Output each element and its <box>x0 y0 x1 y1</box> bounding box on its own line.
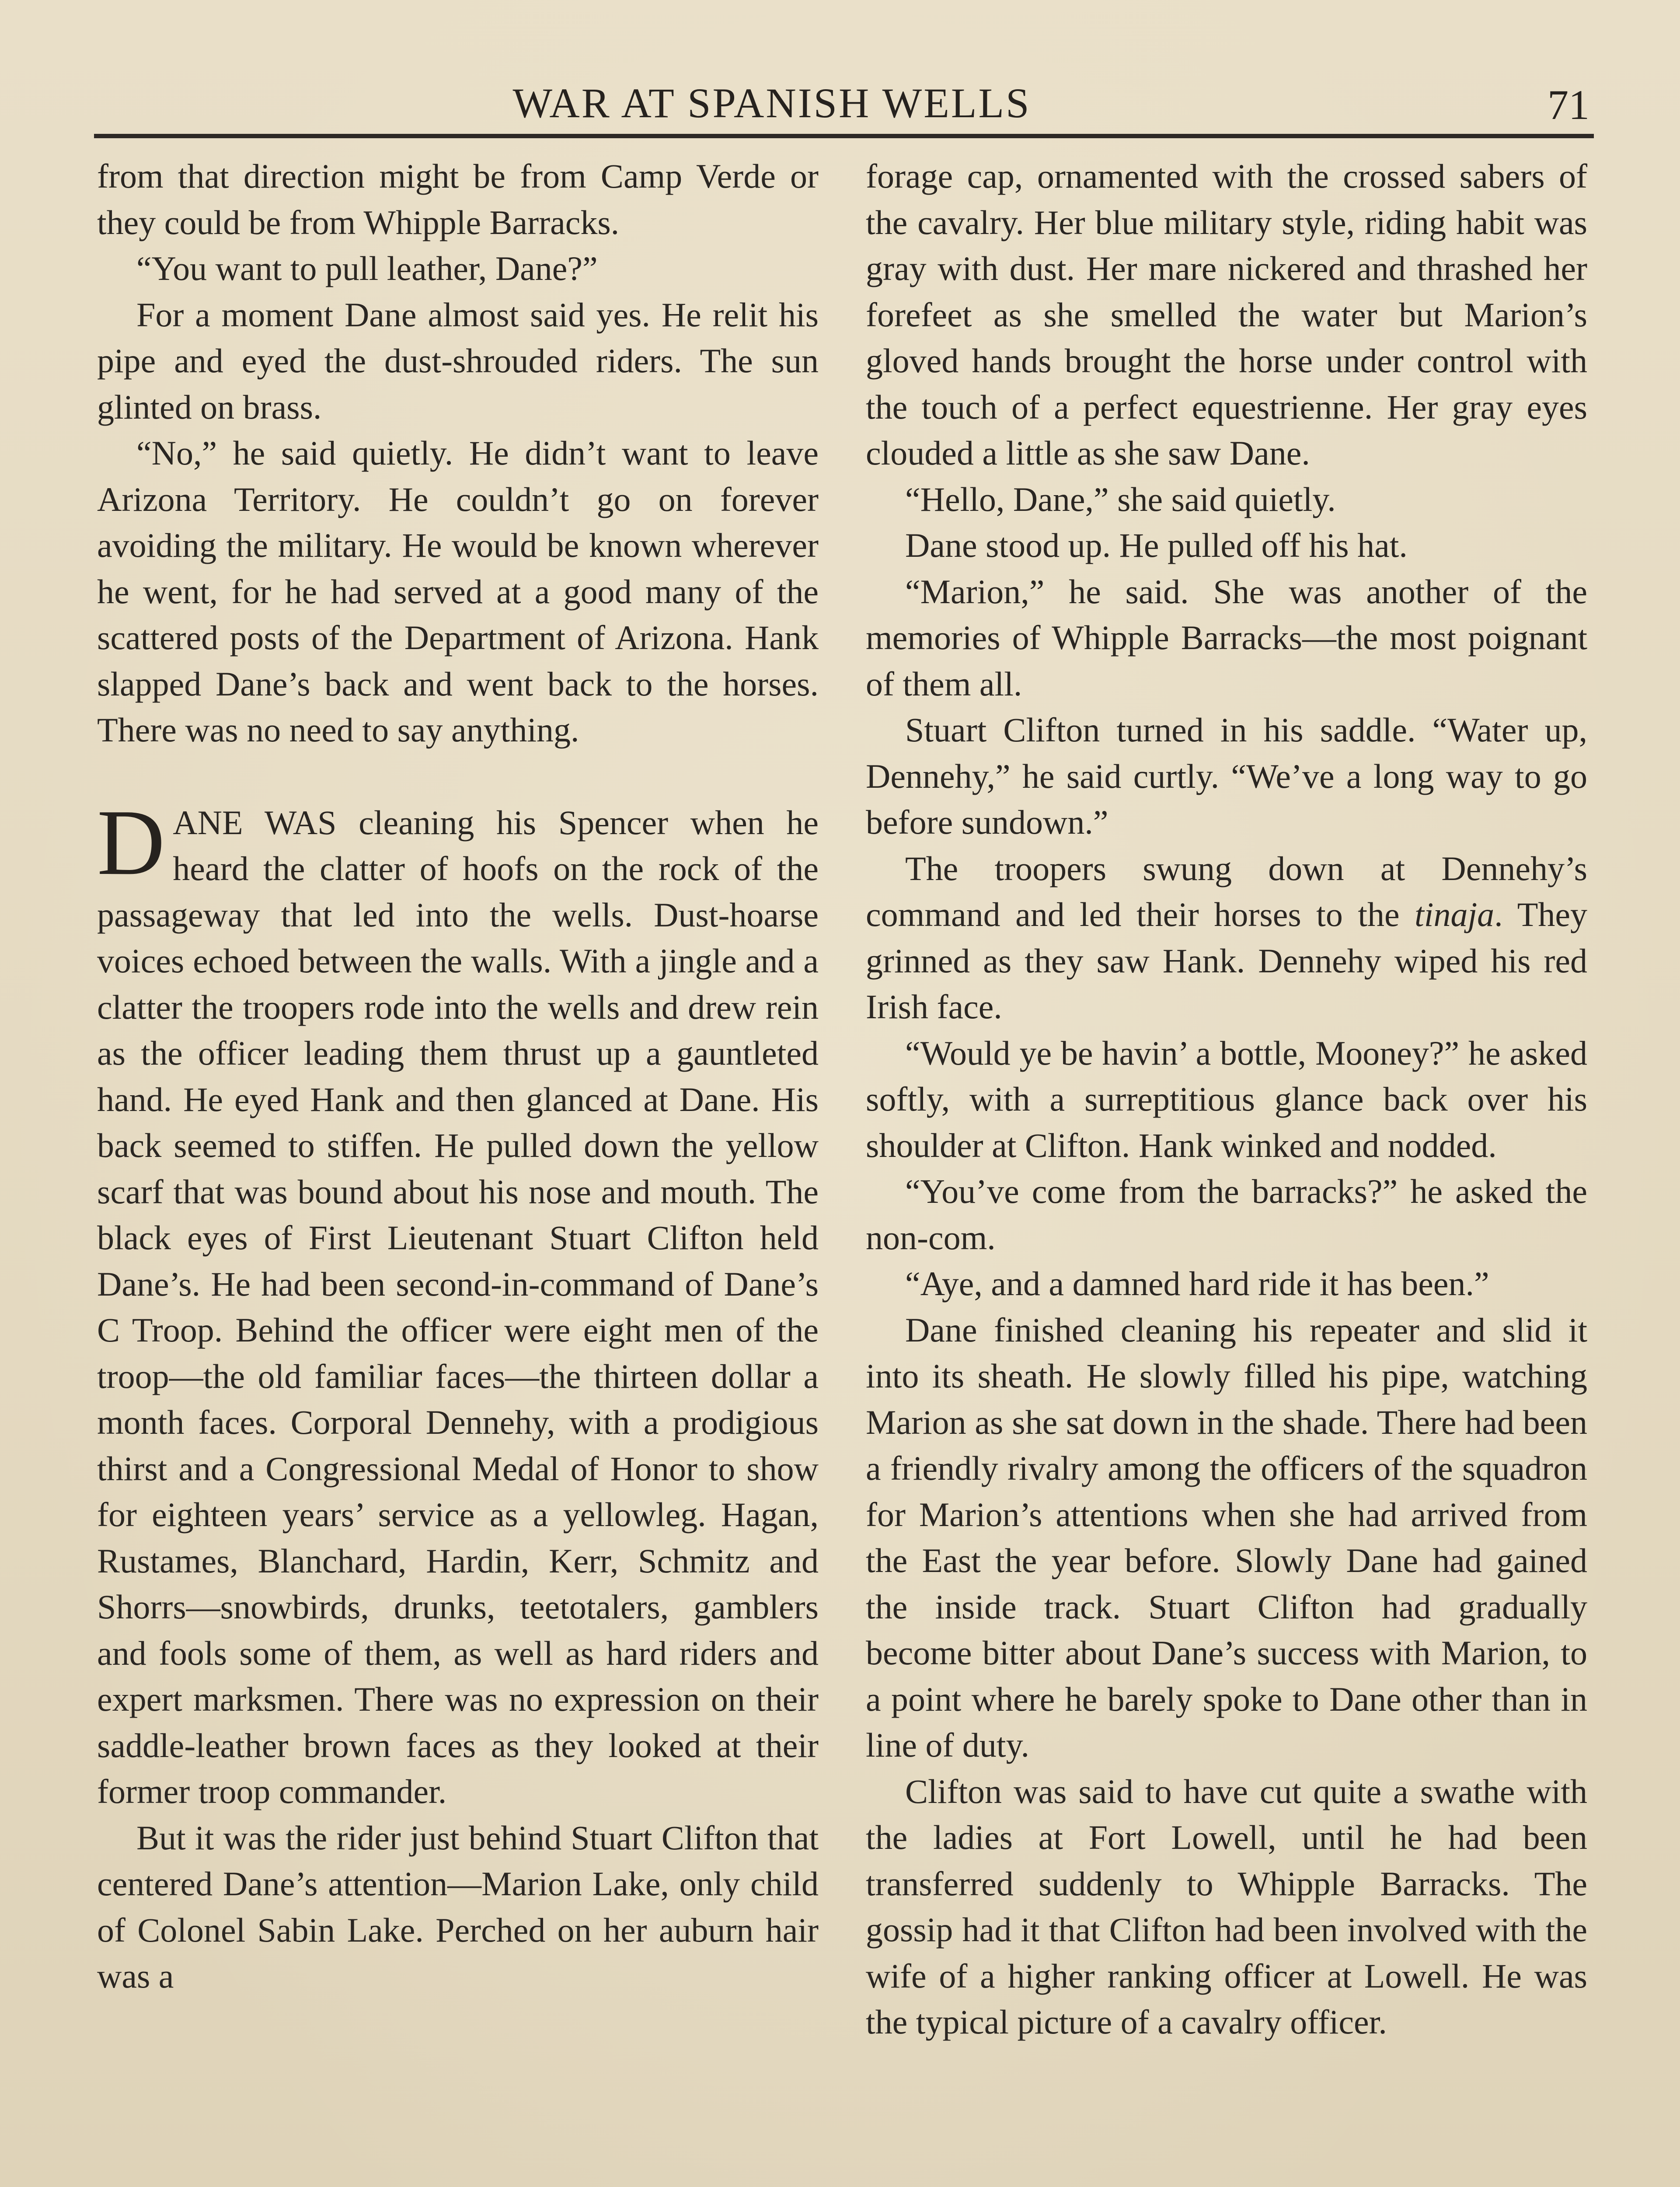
paragraph: “No,” he said quietly. He didn’t want to leave Arizona Territory. He couldn’t go on forever avoiding the military. He would be known wherever he went, for he had served at a good many of the scattered posts of the Department of Arizona. Hank slapped Dane’s back and went back to the horses. There was no need to say anything. <box>97 434 819 749</box>
paragraph <box>866 845 1587 1030</box>
header-rule <box>94 134 1594 138</box>
paragraph: For a moment Dane almost said yes. He relit his pipe and eyed the dust-shrouded riders. The sun glinted on brass. <box>97 295 819 426</box>
paragraph: Clifton was said to have cut quite a swathe with the ladies at Fort Lowell, until he had been transferred suddenly to Whipple Barracks. The gossip had it that Clifton had been involved with the wife of a higher ranking officer at Lowell. He was the typical picture of a cavalry officer. <box>866 1772 1587 2041</box>
paragraph: But it was the rider just behind Stuart Clifton that centered Dane’s attention—Marion Lake, only child of Colonel Sabin Lake. Perched on her auburn hair was a <box>97 1818 819 1995</box>
running-title: WAR AT SPANISH WELLS <box>512 80 1031 126</box>
left-column <box>97 153 819 1999</box>
paragraph: “Would ye be havin’ a bottle, Mooney?” he asked softly, with a surreptitious glance back over his shoulder at Clifton. Hank winked and nodded. <box>866 1034 1587 1164</box>
paragraph: forage cap, ornamented with the crossed sabers of the cavalry. Her blue military style, riding habit was gray with dust. Her mare nickered and thrashed her forefeet as she smelled the water but Marion’s gloved hands brought the horse under control with the touch of a perfect equestrienne. Her gray eyes clouded a little as she saw Dane. <box>866 157 1587 472</box>
paragraph: “You want to pull leather, Dane?” <box>136 249 598 287</box>
italic-word: tinaja <box>1415 895 1495 933</box>
paragraph: “Hello, Dane,” she said quietly. <box>905 480 1336 518</box>
page-header <box>94 74 1594 140</box>
paragraph: Dane finished cleaning his repeater and slid it into its sheath. He slowly filled his pipe, watching Marion as she sat down in the shade. There had been a friendly rivalry among the officers of the squadron for Marion’s attentions when she had arrived from the East the year before. Slowly Dane had gained the inside track. Stuart Clifton had gradually become bitter about Dane’s success with Marion, to a point where he barely spoke to Dane other than in line of duty. <box>866 1310 1587 1764</box>
paragraph-text: ANE WAS cleaning his Spencer when he heard the clatter of hoofs on the rock of the passageway that led into the wells. Dust-hoarse voices echoed between the walls. With a jingle and a clatter the troopers rode into the wells and drew rein as the officer leading them thrust up a gauntleted hand. He eyed Hank and then glanced at Dane. His back seemed to stiffen. He pulled down the yellow scarf that was bound about his nose and mouth. The black eyes of First Lieutenant Stuart Clifton held Dane’s. He had been second-in-command of Dane’s C Troop. Behind the officer were eight men of the troop—the old familiar faces—the thirteen dollar a month faces. Corporal Dennehy, with a prodigious thirst and a Congressional Medal of Honor to show for eighteen years’ service as a yellowleg. Hagan, Rustames, Blanchard, Hardin, Kerr, Schmitz and Shorrs—snowbirds, drunks, teetotalers, gamblers and fools some of them, as well as hard riders and expert marksmen. There was no expression on their saddle-leather brown faces as they looked at their former troop commander. <box>97 803 819 1810</box>
paragraph: Dane stood up. He pulled off his hat. <box>905 526 1408 564</box>
page-number: 71 <box>1548 81 1589 128</box>
drop-cap: D <box>97 790 165 894</box>
paragraph-text: The troopers swung down at Dennehy’s command and led their horses to the <box>866 849 1587 933</box>
paragraph: from that direction might be from Camp Verde or they could be from Whipple Barracks. <box>97 157 819 241</box>
paragraph: Stuart Clifton turned in his saddle. “Water up, Dennehy,” he said curtly. “We’ve a long way to go before sundown.” <box>866 711 1587 841</box>
paragraph: “You’ve come from the barracks?” he asked the non-com. <box>866 1172 1587 1257</box>
paragraph: “Aye, and a damned hard ride it has been.” <box>905 1265 1489 1303</box>
paragraph-text: . They grinned as they saw Hank. Dennehy wiped his red Irish face. <box>866 895 1588 1026</box>
section-opening-paragraph <box>97 790 819 1815</box>
right-column <box>866 153 1587 2045</box>
paragraph: “Marion,” he said. She was another of the memories of Whipple Barracks—the most poignant of them all. <box>866 572 1587 703</box>
